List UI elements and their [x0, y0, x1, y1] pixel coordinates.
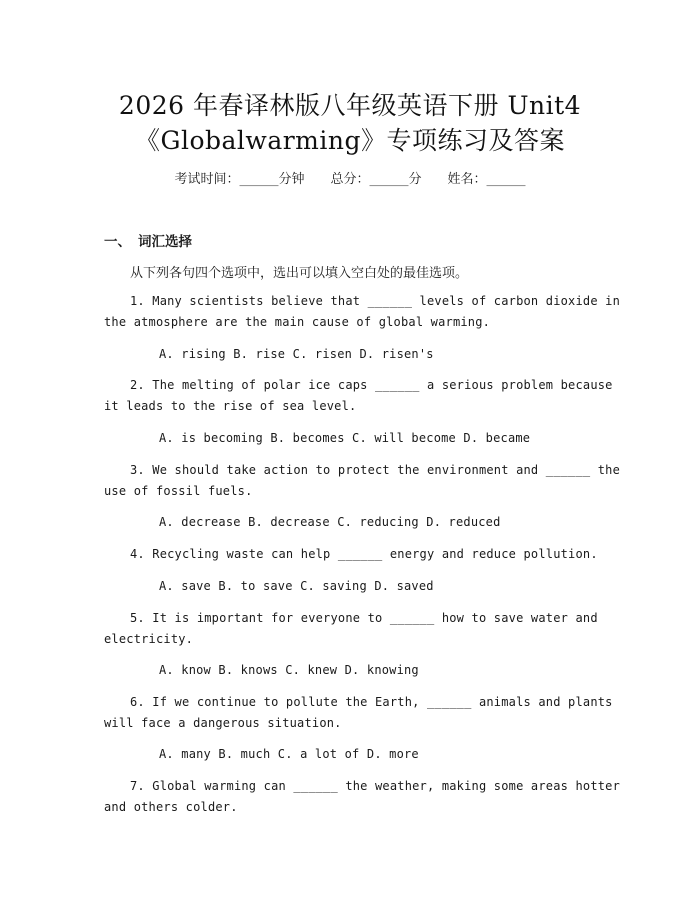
- document-title-line2: 《Globalwarming》专项练习及答案: [135, 126, 565, 155]
- section-title: 词汇选择: [138, 234, 192, 250]
- section-number: 一、: [104, 234, 131, 250]
- exam-name: 姓名：______: [447, 172, 526, 187]
- question-text-cont: electricity.: [104, 632, 194, 646]
- question-text: 1. Many scientists believe that ______ levels of carbon dioxide in: [130, 294, 621, 308]
- question-4-options: A. save B. to save C. saving D. saved: [159, 579, 434, 593]
- document-title-line1: 2026 年春译林版八年级英语下册 Unit4: [118, 91, 582, 120]
- question-1-options: A. rising B. rise C. risen D. risen's: [159, 347, 434, 361]
- question-5: [104, 608, 600, 650]
- question-text-cont: use of fossil fuels.: [104, 484, 253, 498]
- question-1: [104, 291, 621, 333]
- question-text: 5. It is important for everyone to ______ how to save water and: [130, 611, 598, 625]
- question-text-cont: and others colder.: [104, 800, 238, 814]
- question-3: [104, 460, 621, 502]
- question-4: [104, 544, 600, 565]
- question-2-options: A. is becoming B. becomes C. will become D. became: [159, 431, 531, 445]
- question-5-options: A. know B. knows C. knew D. knowing: [159, 663, 419, 677]
- section-heading: [104, 230, 192, 250]
- question-7: [104, 776, 621, 818]
- question-text: 2. The melting of polar ice caps ______ a serious problem because: [130, 378, 613, 392]
- question-text-cont: will face a dangerous situation.: [104, 716, 342, 730]
- question-text: 4. Recycling waste can help ______ energy and reduce pollution.: [130, 547, 598, 561]
- exam-info: [0, 168, 700, 187]
- exam-score: 总分：______分: [330, 172, 422, 187]
- question-text: 6. If we continue to pollute the Earth, ______ animals and plants: [130, 695, 613, 709]
- question-text: 7. Global warming can ______ the weather, making some areas hotter: [130, 779, 621, 793]
- section-instruction: 从下列各句四个选项中，选出可以填入空白处的最佳选项。: [130, 266, 469, 281]
- question-6-options: A. many B. much C. a lot of D. more: [159, 747, 419, 761]
- question-3-options: A. decrease B. decrease C. reducing D. reduced: [159, 515, 501, 529]
- question-6: [104, 692, 613, 734]
- exam-time: 考试时间：______分钟: [174, 172, 305, 187]
- question-2: [104, 375, 613, 417]
- question-text-cont: the atmosphere are the main cause of global warming.: [104, 315, 491, 329]
- question-text: 3. We should take action to protect the environment and ______ the: [130, 463, 621, 477]
- question-text-cont: it leads to the rise of sea level.: [104, 399, 357, 413]
